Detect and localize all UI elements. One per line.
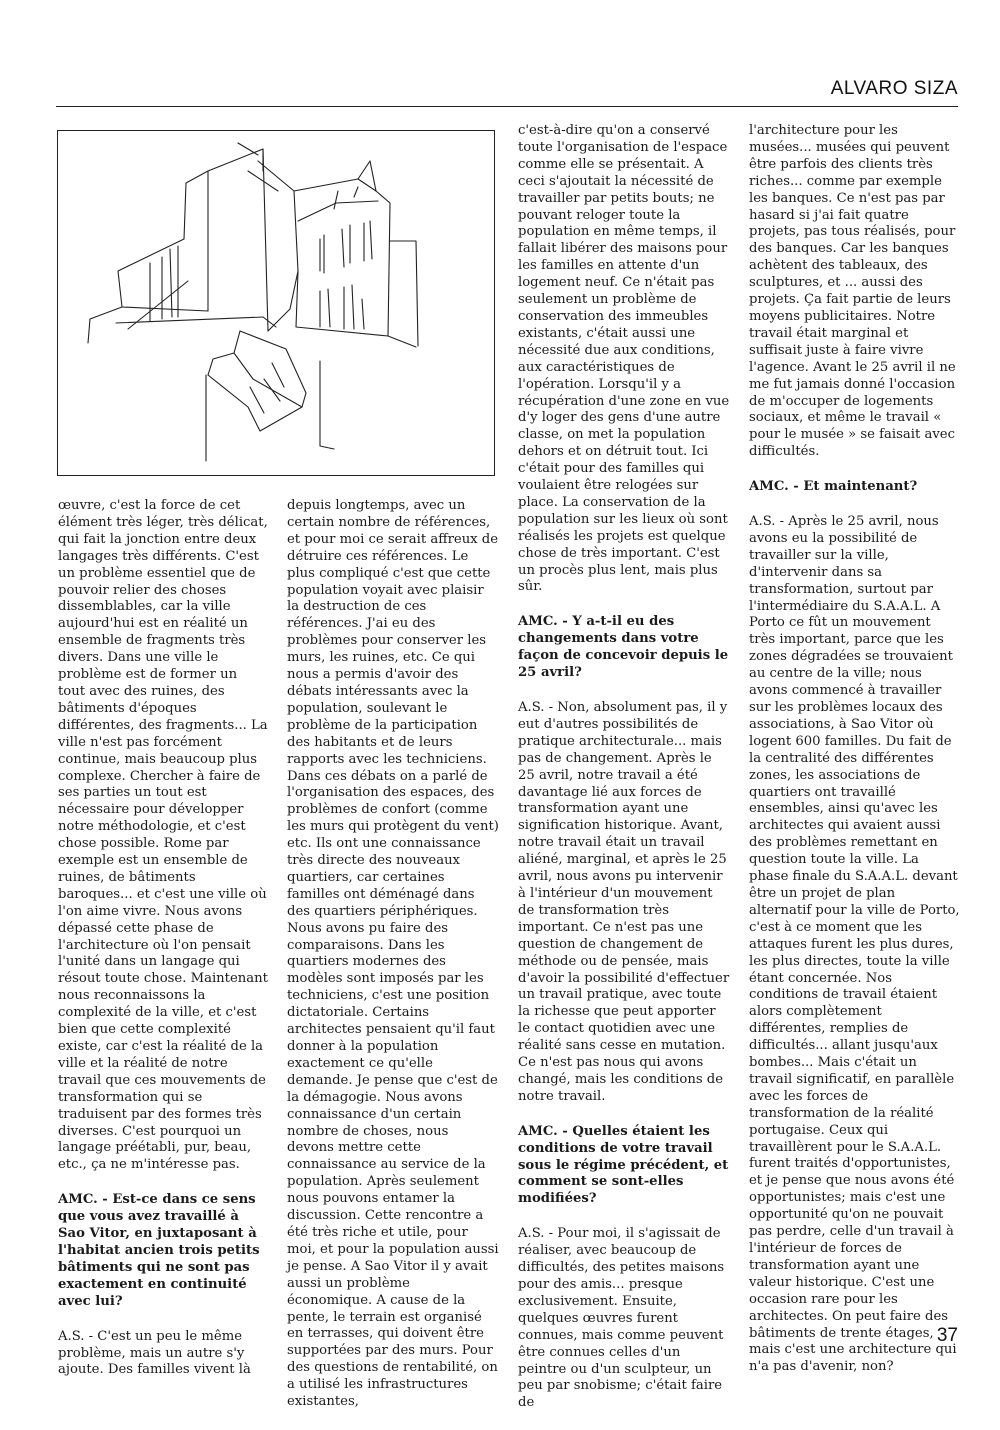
header-rule <box>56 106 958 107</box>
text-column-1 <box>58 498 268 1397</box>
paragraph: A.S. - Non, absolument pas, il y eut d'autres possibilités de pratique architecturale... mais pas de changement. Après le 25 avril, notre travail a été davantage lié aux forces de transformation ayant une signification historique. Avant, notre travail était un travail aliéné, marginal, et après le 25 avril, nous avons pu intervenir à l'intérieur d'un mouvement de transformation très important. Ce n'est pas une question de changement de méthode ou de pensée, mais d'avoir la possibilité d'effectuer un travail pratique, avec toute la richesse que peut apporter le contact quotidien avec une réalité sans cesse en mutation. Ce n'est pas nous qui avons changé, mais les conditions de notre travail. <box>518 700 730 1104</box>
paragraph: l'architecture pour les musées... musées qui peuvent être parfois des clients très riches... comme par exemple les banques. Ce n'est pas par hasard si j'ai fait quatre projets, pas tous réalisés, pour des banques. Car les banques achètent des tableaux, des sculptures, et ... aussi des projets. Ça fait partie de leurs moyens publicitaires. Notre travail était marginal et suffisait juste à faire vivre l'agence. Avant le 25 avril il ne me fut jamais donné l'occasion de m'occuper de logements sociaux, et même le travail « pour le musée » se faisait avec difficultés. <box>749 123 956 460</box>
sketch-drawing <box>58 131 496 477</box>
running-header-author: ALVARO SIZA <box>830 78 958 99</box>
paragraph: œuvre, c'est la force de cet élément très léger, très délicat, qui fait la jonction entre deux langages très différents. C'est un problème essentiel que de pouvoir relier des choses dissemblables, car la ville aujourd'hui est en réalité un ensemble de fragments très divers. Dans une ville le problème est de former un tout avec des ruines, des bâtiments d'époques différentes, des fragments... La ville n'est pas forcément continue, mais beaucoup plus complexe. Chercher à faire de ses parties un tout est nécessaire pour développer notre méthodologie, et c'est chose possible. Rome par exemple est un ensemble de ruines, de bâtiments baroques... et c'est une ville où l'on aime vivre. Nous avons dépassé cette phase de l'architecture où l'on pensait l'unité dans un langage qui résout toute chose. Maintenant nous reconnaissons la complexité de la ville, et c'est bien que cette complexité existe, car c'est la réalité de la ville et la réalité de notre travail que ces mouvements de transformation qui se traduisent par des formes très diverses. C'est pourquoi un langage préétabli, pur, beau, etc., ça ne m'intéresse pas. <box>58 498 268 1173</box>
interview-question: AMC. - Quelles étaient les conditions de votre travail sous le régime précédent, et comment se sont-elles modifiées? <box>518 1123 729 1207</box>
paragraph: A.S. - Après le 25 avril, nous avons eu la possibilité de travailler sur la ville, d'intervenir dans sa transformation, surtout par l'intermédiaire du S.A.A.L. A Porto ce fût un mouvement très important, parce que les zones dégradées se trouvaient au centre de la ville; nous avons commencé à travailler sur les problèmes locaux des associations, à Sao Vitor où logent 600 familles. Du fait de la centralité des différentes zones, les associations de quartiers ont travaillé ensembles, ainsi qu'avec les architectes qui avaient aussi des problèmes remettant en question toute la ville. La phase finale du S.A.A.L. devant être un projet de plan alternatif pour la ville de Porto, c'est à ce moment que les attaques furent les plus dures, les plus directes, toute la ville étant concernée. Nos conditions de travail étaient alors complètement différentes, remplies de difficultés... allant jusqu'aux bombes... Mais c'était un travail significatif, en parallèle avec les forces de transformation de la réalité portugaise. Ceux qui travaillèrent pour le S.A.A.L. furent traités d'opportunistes, et je pense que nous avons été opportunistes; mais c'est une opportunité qu'on ne pouvait pas perdre, celle d'un travail à l'intérieur de forces de transformation ayant une valeur historique. C'est une occasion rare pour les architectes. On peut faire des bâtiments de trente étages, mais c'est une architecture qui n'a pas d'avenir, non? <box>749 514 960 1375</box>
text-column-4 <box>749 123 961 1394</box>
text-column-2 <box>287 498 499 1429</box>
paragraph: A.S. - Pour moi, il s'agissait de réaliser, avec beaucoup de difficultés, des petites maisons pour des amis... presque exclusivement. Ensuite, quelques œuvres furent connues, mais comme peuvent être connues celles d'un peintre ou d'un sculpteur, un peu par snobisme; c'était faire de <box>518 1226 725 1411</box>
page-number: 37 <box>936 1325 958 1346</box>
paragraph: A.S. - C'est un peu le même problème, mais un autre s'y ajoute. Des familles vivent là <box>58 1328 251 1378</box>
architectural-sketch <box>57 130 495 476</box>
paragraph: depuis longtemps, avec un certain nombre de références, et pour moi ce serait affreux de détruire ces références. Le plus compliqué c'est que cette population voyait avec plaisir la destruction de ces références. J'ai eu des problèmes pour conserver les murs, les ruines, etc. Ce qui nous a permis d'avoir des débats intéressants avec la population, soulevant le problème de la participation des habitants et de leurs rapports avec les techniciens. Dans ces débats on a parlé de l'organisation des espaces, des problèmes de confort (comme les murs qui protègent du vent) etc. Ils ont une connaissance très directe des nouveaux quartiers, car certaines familles ont déménagé dans des quartiers périphériques. Nous avons pu faire des comparaisons. Dans les quartiers modernes des modèles sont imposés par les techniciens, c'est une position dictatoriale. Certains architectes pensaient qu'il faut donner à la population exactement ce qu'elle demande. Je pense que c'est de la démagogie. Nous avons connaissance d'un certain nombre de choses, nous devons mettre cette connaissance au service de la population. Après seulement nous pouvons entamer la discussion. Cette rencontre a été très riche et utile, pour moi, et pour la population aussi je pense. A Sao Vitor il y avait aussi un problème économique. A cause de la pente, le terrain est organisé en terrasses, qui doivent être supportées par des murs. Pour des questions de rentabilité, on a utilisé les infrastructures existantes, <box>287 498 499 1410</box>
paragraph: c'est-à-dire qu'on a conservé toute l'organisation de l'espace comme elle se présentait. A ceci s'ajoutait la nécessité de travailler par petits bouts; ne pouvant reloger toute la population en même temps, il fallait libérer des maisons pour les familles en attente d'un logement neuf. Ce n'était pas seulement un problème de conservation des immeubles existants, c'était aussi une nécessité due aux conditions, aux caractéristiques de l'opération. Lorsqu'il y a récupération d'une zone en vue d'y loger des gens d'une autre classe, on met la population dehors et on détruit tout. Ici c'était pour des familles qui voulaient être relogées sur place. La conservation de la population sur les lieux où sont réalisés les projets est quelque chose de très important. C'est un procès plus lent, mais plus sûr. <box>518 123 730 595</box>
interview-question: AMC. - Et maintenant? <box>749 479 918 495</box>
text-column-3 <box>518 123 730 1430</box>
interview-question: AMC. - Y a-t-il eu des changements dans votre façon de concevoir depuis le 25 avril? <box>518 614 729 681</box>
interview-question: AMC. - Est-ce dans ce sens que vous avez travaillé à Sao Vitor, en juxtaposant à l'habitat ancien trois petits bâtiments qui ne sont pas exactement en continuité avec lui? <box>58 1192 260 1309</box>
